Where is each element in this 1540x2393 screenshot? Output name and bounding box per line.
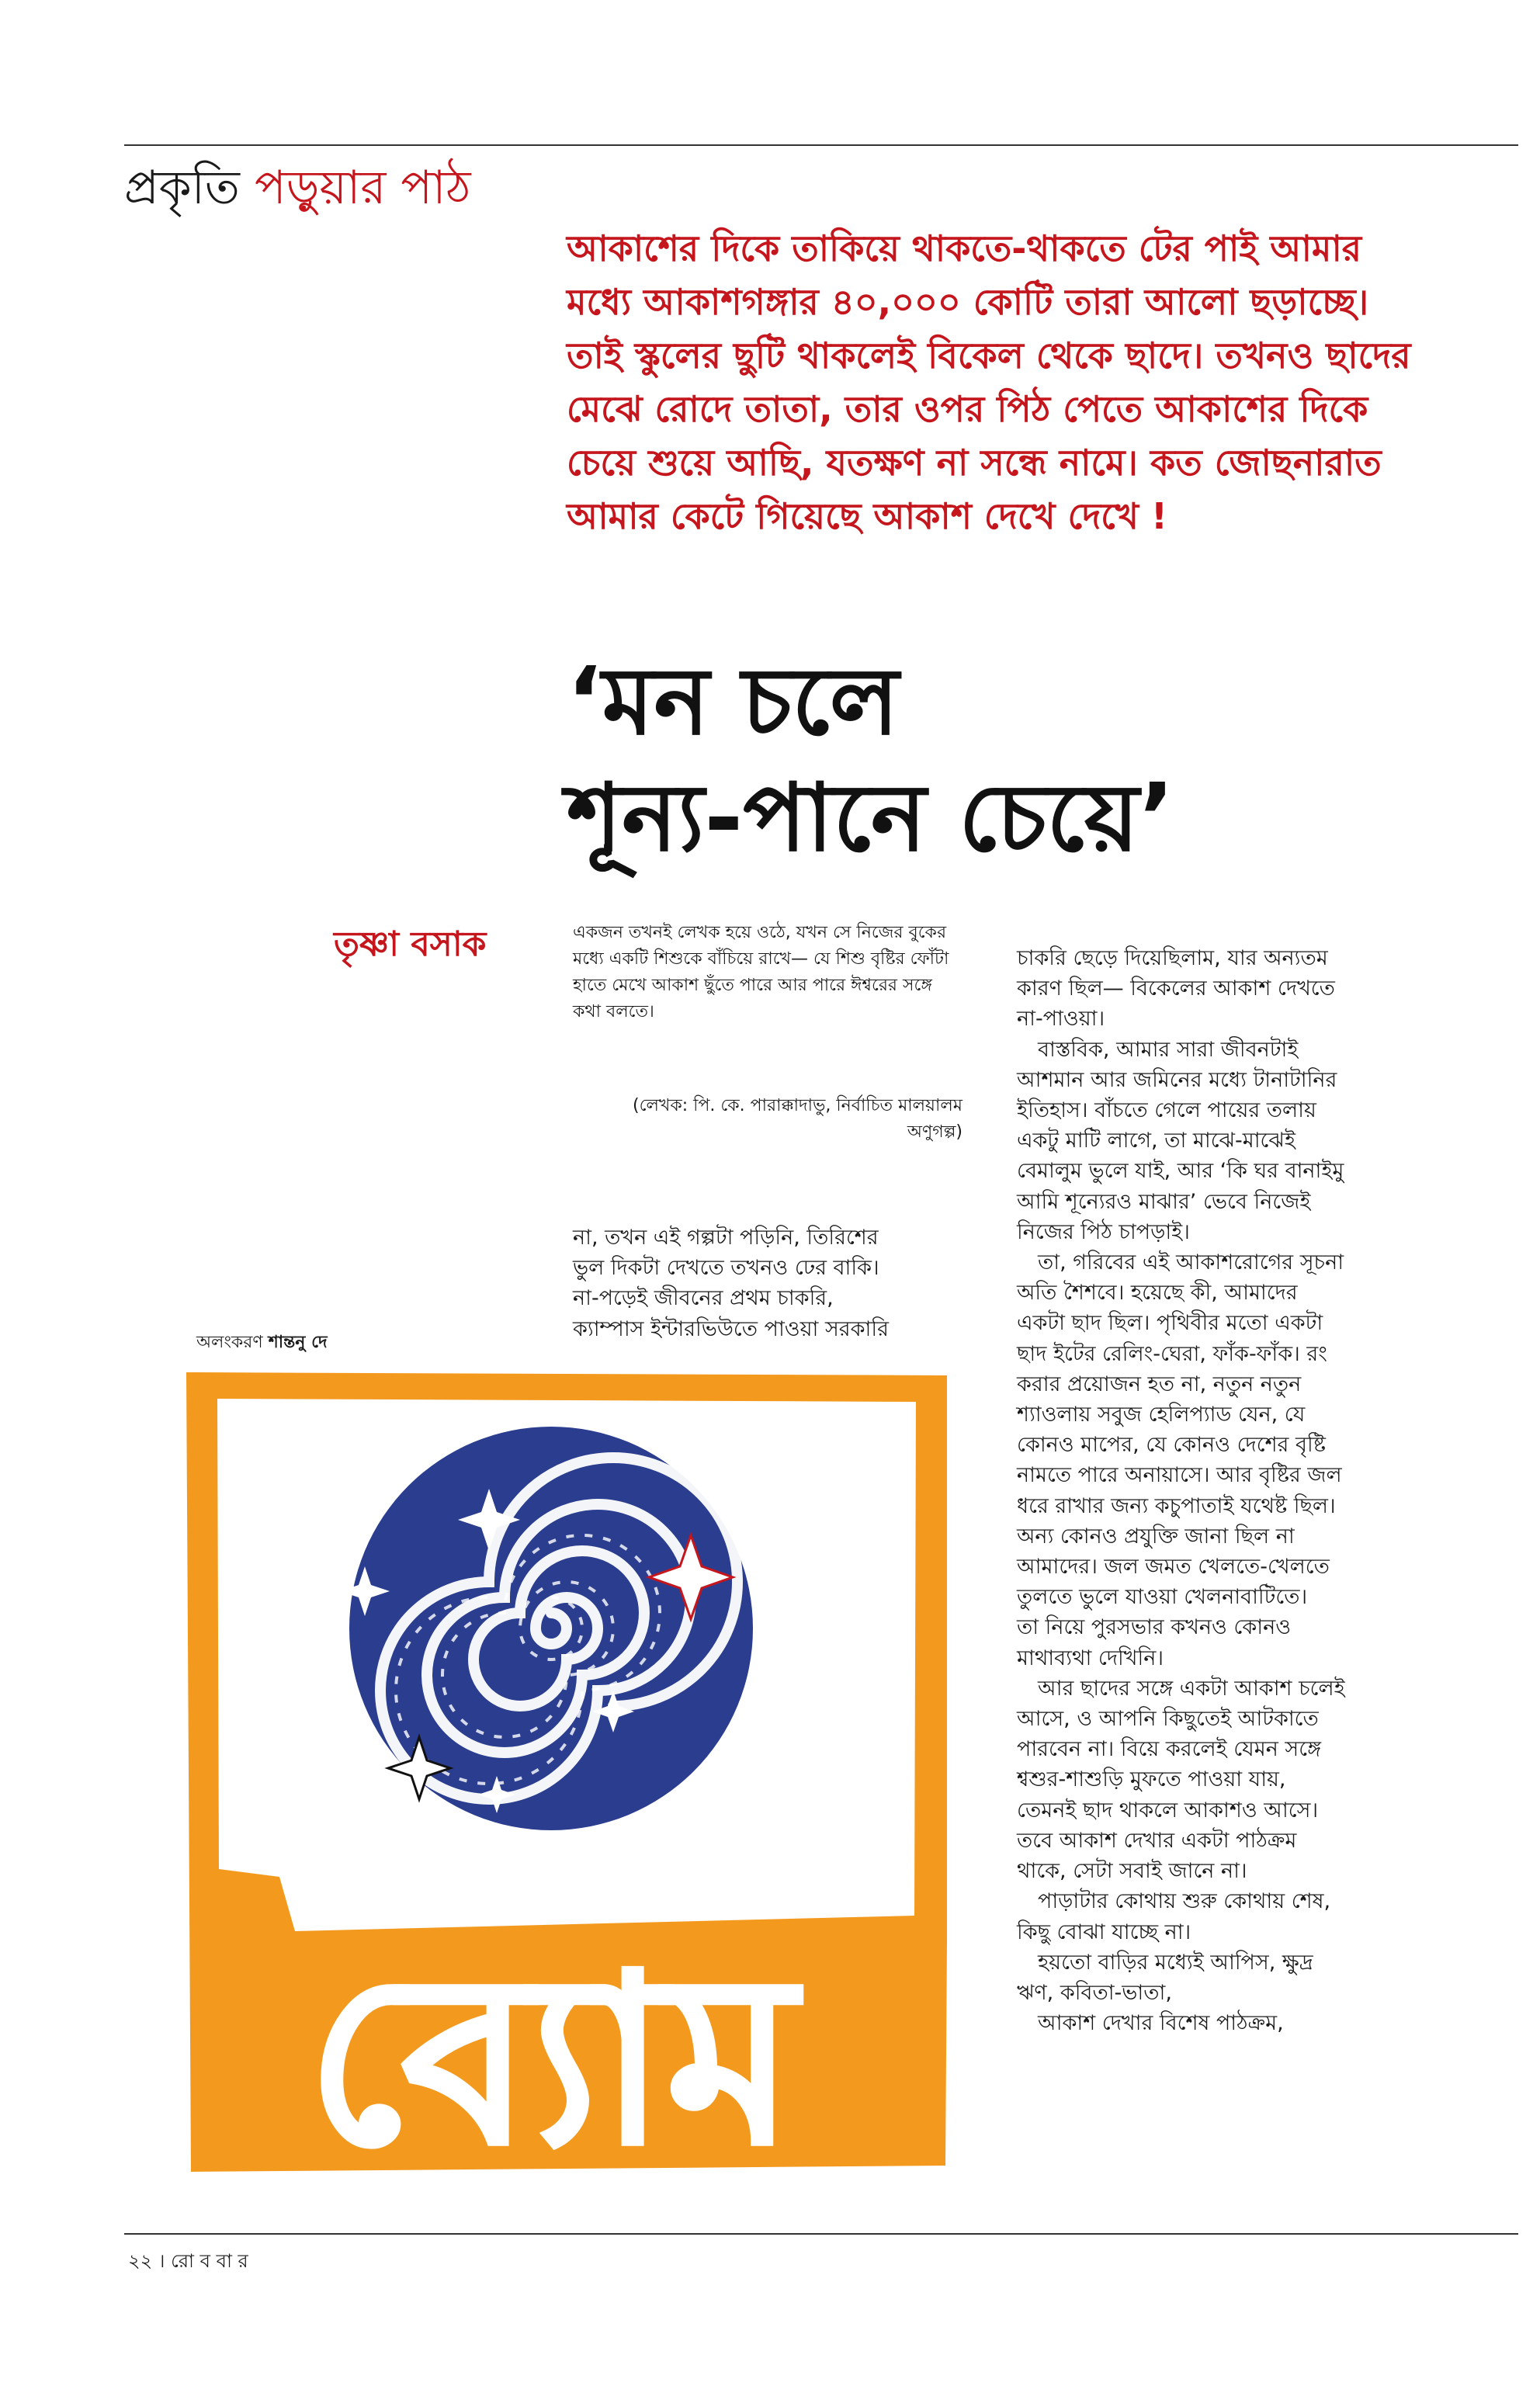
body-line: তেমনই ছাদ থাকলে আকাশও আসে। [1017,1798,1319,1822]
body-line: আমি শূন্যেরও মাঝার’ ভেবে নিজেই [1017,1189,1311,1214]
page-footer [128,2247,248,2278]
credit-label: অলংকরণ [196,1333,263,1352]
body-line: বাস্তবিক, আমার সারা জীবনটাই [1017,1037,1299,1062]
body-line: থাকে, সেটা সবাই জানে না। [1017,1859,1247,1884]
body-line: কারণ ছিল— বিকেলের আকাশ দেখতে [1017,976,1335,1001]
body-line: হয়তো বাড়ির মধ্যেই আপিস, ক্ষুদ্র [1017,1950,1313,1975]
illustration-word: ব্যোম [307,1925,796,2172]
footer-separator: । [158,2250,165,2272]
author-byline: তৃষ্ণা বসাক [334,924,487,964]
epigraph: একজন তখনই লেখক হয়ে ওঠে, যখন সে নিজের বুকের মধ্যে একটি শিশুকে বাঁচিয়ে রাখে— যে শিশু বৃষ্টির ফোঁটা হাতে মেখে আকাশ ছুঁতে পারে আর পারে ঈশ্বরের সঙ্গে কথা বলতে। [573,923,949,1021]
body-line: কোনও মাপের, যে কোনও দেশের বৃষ্টি [1017,1433,1326,1458]
section-header [124,157,471,219]
illustration [186,1372,947,2172]
body-line: তা নিয়ে পুরসভার কখনও কোনও [1017,1615,1292,1640]
body-line: ধরে রাখার জন্য কচুপাতাই যথেষ্ট ছিল। [1017,1493,1336,1518]
body-line: পারবেন না। বিয়ে করলেই যেমন সঙ্গে [1017,1737,1321,1762]
illustration-credit [196,1329,328,1358]
illustration-artwork [186,1372,947,2172]
body-line: তা, গরিবের এই আকাশরোগের সূচনা [1017,1250,1344,1275]
body-line: অতি শৈশবে। হয়েছে কী, আমাদের [1017,1281,1298,1306]
body-line: না-পাওয়া। [1017,1007,1105,1032]
body-line: একটু মাটি লাগে, তা মাঝে-মাঝেই [1017,1129,1295,1153]
body-line: একটা ছাদ ছিল। পৃথিবীর মতো একটা [1017,1311,1323,1336]
body-line: ভুল দিকটা দেখতে তখনও ঢের বাকি। [573,1256,879,1281]
body-line: না-পড়েই জীবনের প্রথম চাকরি, [573,1286,834,1311]
body-line: আকাশ দেখার বিশেষ পাঠক্রম, [1017,2011,1284,2036]
body-line: শ্যাওলায় সবুজ হেলিপ্যাড যেন, যে [1017,1403,1306,1427]
epigraph-source: (লেখক: পি. কে. পারাক্কাদাভু, নির্বাচিত মালয়ালম অণুগল্প) [633,1096,962,1142]
bottom-rule [124,2233,1518,2235]
body-line: আর ছাদের সঙ্গে একটা আকাশ চলেই [1017,1676,1345,1701]
body-line: বেমালুম ভুলে যাই, আর ‘কি ঘর বানাইমু [1017,1159,1344,1184]
body-line: না, তখন এই গল্পটা পড়িনি, তিরিশের [573,1226,879,1250]
article-title-line-2: শূন্য-পানে চেয়ে’ [567,765,1175,872]
body-line: অন্য কোনও প্রযুক্তি জানা ছিল না [1017,1524,1295,1549]
body-line: তবে আকাশ দেখার একটা পাঠক্রম [1017,1828,1297,1853]
page-number: ২২ [128,2250,153,2272]
article-title-line-1: ‘মন চলে [567,648,900,756]
body-column-2 [1017,943,1345,2038]
body-line: নামতে পারে অনায়াসে। আর বৃষ্টির জল [1017,1463,1342,1488]
body-line: কিছু বোঝা যাচ্ছে না। [1017,1920,1191,1944]
body-line: ইতিহাস। বাঁচতে গেলে পায়ের তলায় [1017,1098,1316,1123]
section-kicker: প্রকৃতি [124,161,240,215]
magazine-name: রো ব বা র [171,2250,248,2272]
body-column-1 [573,1223,889,1344]
body-line: করার প্রয়োজন হত না, নতুন নতুন [1017,1372,1302,1396]
body-line: আমাদের। জল জমত খেলতে-খেলতে [1017,1555,1330,1580]
body-line: মাথাব্যথা দেখিনি। [1017,1646,1164,1670]
body-line: ছাদ ইটের রেলিং-ঘেরা, ফাঁক-ফাঁক। রং [1017,1341,1327,1366]
body-line: তুলতে ভুলে যাওয়া খেলনাবাটিতে। [1017,1585,1308,1610]
body-line: ক্যাম্পাস ইন্টারভিউতে পাওয়া সরকারি [573,1316,889,1341]
body-line: চাকরি ছেড়ে দিয়েছিলাম, যার অন্যতম [1017,946,1328,970]
body-line: আশমান আর জমিনের মধ্যে টানাটানির [1017,1067,1337,1092]
body-line: আসে, ও আপনি কিছুতেই আটকাতে [1017,1707,1319,1732]
top-rule [124,144,1518,146]
body-line: নিজের পিঠ চাপড়াই। [1017,1219,1190,1244]
body-line: ঋণ, কবিতা-ভাতা, [1017,1980,1172,2005]
credit-name: শান্তনু দে [268,1333,328,1352]
body-line: পাড়াটার কোথায় শুরু কোথায় শেষ, [1017,1889,1331,1914]
article-title [567,644,1498,877]
section-name: পড়ুয়ার পাঠ [255,161,471,215]
body-line: শ্বশুর-শাশুড়ি মুফতে পাওয়া যায়, [1017,1767,1286,1792]
pull-quote: আকাশের দিকে তাকিয়ে থাকতে-থাকতে টের পাই আমার মধ্যে আকাশগঙ্গার ৪০,০০০ কোটি তারা আলো ছড়াচ্ছে। তাই স্কুলের ছুটি থাকলেই বিকেল থেকে ছাদে। তখনও ছাদের মেঝে রোদে তাতা, তার ওপর পিঠ পেতে আকাশের দিকে চেয়ে শুয়ে আছি, যতক্ষণ না সন্ধে নামে। কত জোছনারাত আমার কেটে গিয়েছে আকাশ দেখে দেখে ! [567,227,1411,537]
